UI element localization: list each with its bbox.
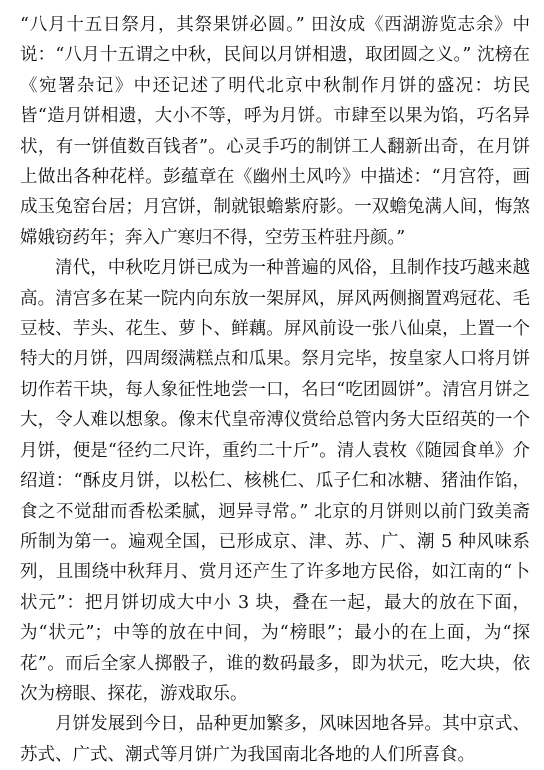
paragraph-3: 月饼发展到今日，品种更加繁多，风味因地各异。其中京式、苏式、广式、潮式等月饼广为我国南北各地的人们所喜食。 (20, 714, 530, 765)
paragraph-1: “八月十五日祭月，其祭果饼必圆。” 田汝成《西湖游览志余》中说：“八月十五谓之中秋，民间以月饼相遗，取团圆之义。” 沈榜在《宛署杂记》中还记述了明代北京中秋制作月饼的盛况：坊民皆“造月饼相遗，大小不等，呼为月饼。市肆至以果为馅，巧名异状，有一饼值数百钱者”。心灵手巧的制饼工人翻新出奇，在月饼上做出各种花样。彭蕴章在《幽州土风吟》中描述：“月宫符，画成玉兔窑台居；月宫饼，制就银蟾紫府影。一双蟾兔满人间，悔煞嫦娥窃药年；奔入广寒归不得，空劳玉杵驻丹颜。” (20, 15, 530, 248)
paragraph-2: 清代，中秋吃月饼已成为一种普遍的风俗，且制作技巧越来越高。清宫多在某一院内向东放一架屏风，屏风两侧搁置鸡冠花、毛豆枝、芋头、花生、萝卜、鲜藕。屏风前设一张八仙桌，上置一个特大的月饼，四周缀满糕点和瓜果。祭月完毕，按皇家人口将月饼切作若干块，每人象征性地尝一口，名曰“吃团圆饼”。清宫月饼之大，令人难以想象。像末代皇帝溥仪赏给总管内务大臣绍英的一个月饼，便是“径约二尺许，重约二十斤”。清人袁枚《随园食单》介绍道：“酥皮月饼，以松仁、核桃仁、瓜子仁和冰糖、猪油作馅，食之不觉甜而香松柔腻，迥异寻常。” 北京的月饼则以前门致美斋所制为第一。遍观全国，已形成京、津、苏、广、潮 5 种风味系列，且围绕中秋拜月、赏月还产生了许多地方民俗，如江南的“卜状元”：把月饼切成大中小 3 块，叠在一起，最大的放在下面，为“状元”；中等的放在中间，为“榜眼”；最小的在上面，为“探花”。而后全家人掷骰子，谁的数码最多，即为状元，吃大块，依次为榜眼、探花，游戏取乐。 (20, 258, 530, 704)
